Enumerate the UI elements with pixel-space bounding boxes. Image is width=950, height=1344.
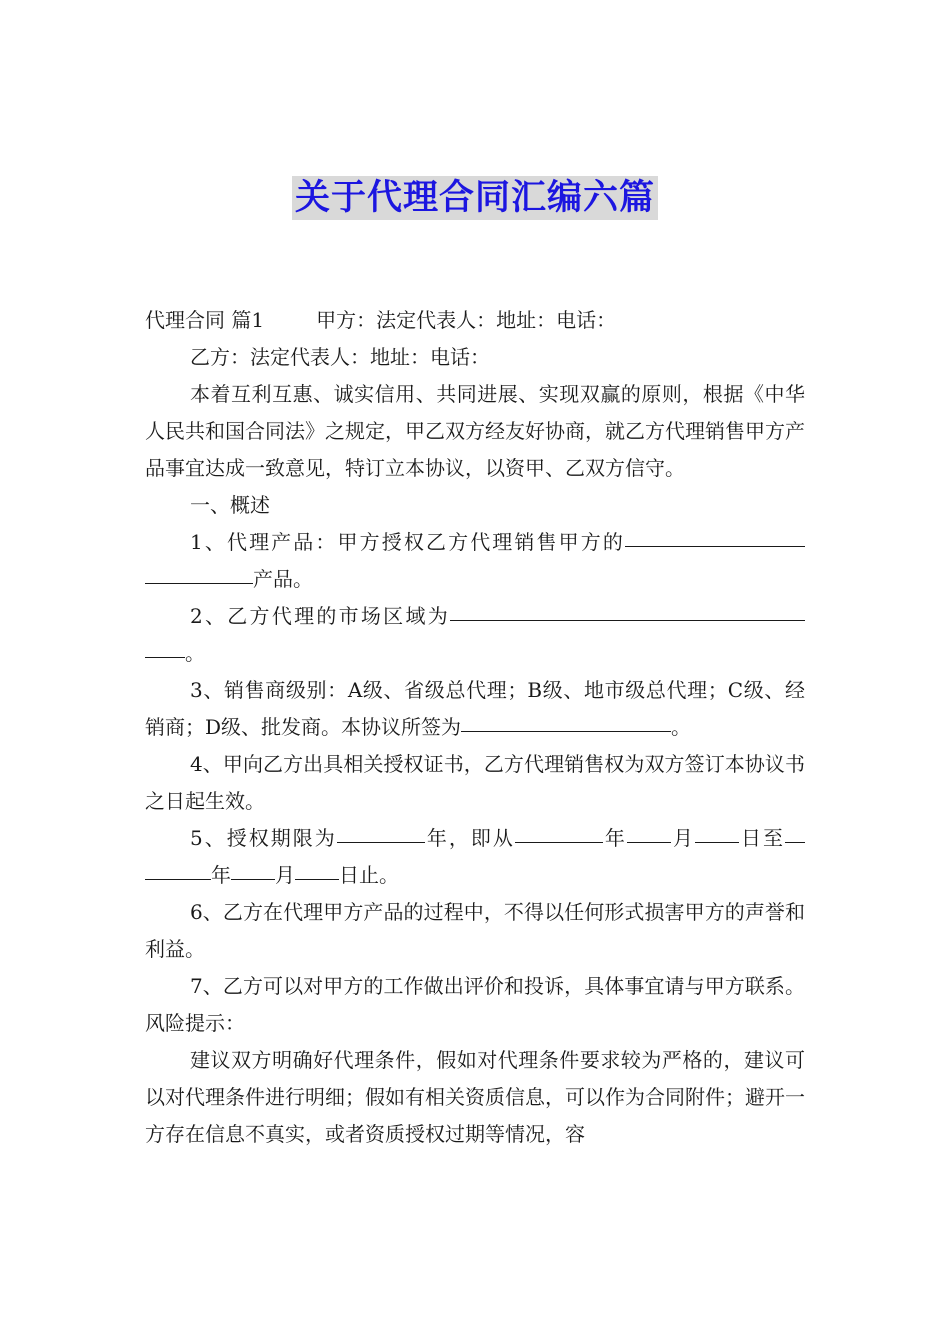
fill-blank <box>695 820 739 843</box>
clause-1-suffix: 产品。 <box>253 567 313 591</box>
fill-blank <box>145 635 185 658</box>
header-line <box>145 302 805 339</box>
clause-1 <box>145 524 805 598</box>
clause-5-text: 日止。 <box>339 863 399 887</box>
fill-blank <box>785 820 805 843</box>
clause-4: 4、甲向乙方出具相关授权证书，乙方代理销售权为双方签订本协议书之日起生效。 <box>145 752 805 813</box>
clause-5-text: 日至 <box>738 826 786 850</box>
section-heading-overview: 一、概述 <box>190 493 270 517</box>
clause-2-suffix: 。 <box>185 641 205 665</box>
clause-5-text: 年，即从 <box>424 826 515 850</box>
clause-5-text: 月 <box>670 826 695 850</box>
clause-2 <box>145 598 805 672</box>
clause-2-prefix: 2、乙方代理的市场区域为 <box>190 604 450 628</box>
document-body <box>145 302 805 1153</box>
clause-1-prefix: 1、代理产品：甲方授权乙方代理销售甲方的 <box>190 530 625 554</box>
preamble-paragraph: 本着互利互惠、诚实信用、共同进展、实现双赢的原则，根据《中华人民共和国合同法》之规定，甲乙双方经友好协商，就乙方代理销售甲方产品事宜达成一致意见，特订立本协议，以资甲、乙双方信守。 <box>145 382 805 480</box>
clause-5-text: 年 <box>602 826 627 850</box>
fill-blank <box>461 709 671 732</box>
clause-5-text: 月 <box>275 863 295 887</box>
page-title: 关于代理合同汇编六篇 <box>292 176 658 220</box>
clause-3-prefix: 3、销售商级别：A级、省级总代理；B级、地市级总代理；C级、经销商；D级、批发商。本协议所签为 <box>145 678 805 739</box>
advice-paragraph: 建议双方明确好代理条件，假如对代理条件要求较为严格的，建议可以对代理条件进行明细；假如有相关资质信息，可以作为合同附件；避开一方存在信息不真实，或者资质授权过期等情况，容 <box>145 1048 805 1146</box>
fill-blank <box>627 820 671 843</box>
title-container <box>0 176 950 220</box>
section-label: 代理合同 篇1 <box>145 308 265 332</box>
clause-6: 6、乙方在代理甲方产品的过程中，不得以任何形式损害甲方的声誉和利益。 <box>145 900 805 961</box>
party-a-line: 甲方：法定代表人：地址：电话： <box>316 308 617 332</box>
clause-5 <box>145 820 805 894</box>
fill-blank <box>295 857 339 880</box>
clause-3-suffix: 。 <box>671 715 692 739</box>
fill-blank <box>145 857 211 880</box>
fill-blank <box>450 598 805 621</box>
clause-7: 7、乙方可以对甲方的工作做出评价和投诉，具体事宜请与甲方联系。风险提示： <box>145 974 805 1035</box>
fill-blank <box>625 524 805 547</box>
clause-5-text: 年 <box>211 863 231 887</box>
party-b-line: 乙方：法定代表人：地址：电话： <box>190 345 490 369</box>
fill-blank <box>515 820 603 843</box>
fill-blank <box>337 820 425 843</box>
fill-blank <box>145 561 253 584</box>
clause-3 <box>145 672 805 746</box>
fill-blank <box>231 857 275 880</box>
clause-5-text: 5、授权期限为 <box>190 826 337 850</box>
